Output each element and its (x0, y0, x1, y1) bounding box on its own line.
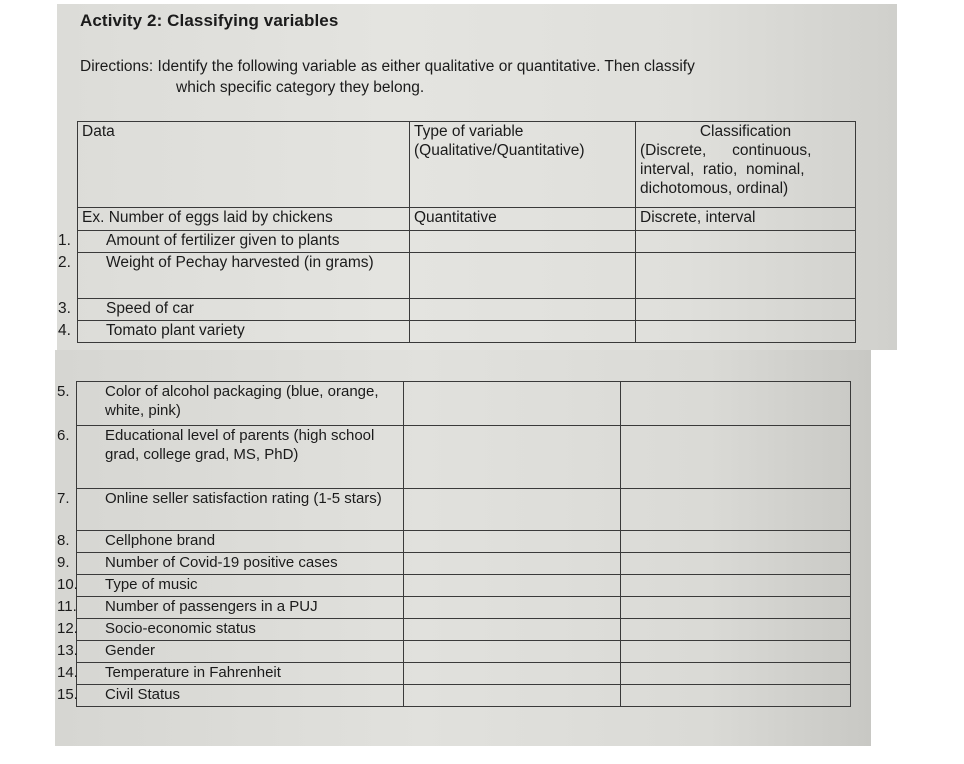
example-data: Ex. Number of eggs laid by chickens (78, 208, 410, 231)
classification-cell[interactable] (621, 619, 851, 641)
item-data: 1. Amount of fertilizer given to plants (78, 231, 410, 253)
type-cell[interactable] (404, 382, 621, 426)
classification-cell[interactable] (621, 663, 851, 685)
table-header-row (78, 122, 856, 208)
table-row (77, 426, 851, 489)
classification-table-part-1 (58, 121, 856, 343)
table-row (77, 597, 851, 619)
type-cell[interactable] (404, 489, 621, 531)
item-data: 15. Civil Status (77, 685, 404, 707)
table-row (77, 531, 851, 553)
classification-cell[interactable] (621, 382, 851, 426)
activity-title: Activity 2: Classifying variables (80, 11, 339, 30)
item-data: 14. Temperature in Fahrenheit (77, 663, 404, 685)
item-data: 7. Online seller satisfaction rating (1-5 stars) (77, 489, 404, 531)
table-row (78, 299, 856, 321)
type-cell[interactable] (404, 553, 621, 575)
item-data: 8. Cellphone brand (77, 531, 404, 553)
item-data: 10. Type of music (77, 575, 404, 597)
table-row (78, 321, 856, 343)
table-row (78, 231, 856, 253)
header-data: Data (78, 122, 410, 208)
table-row (78, 253, 856, 299)
classification-cell[interactable] (621, 597, 851, 619)
item-data: 9. Number of Covid-19 positive cases (77, 553, 404, 575)
type-cell[interactable] (410, 253, 636, 299)
classification-cell[interactable] (636, 321, 856, 343)
classification-cell[interactable] (621, 553, 851, 575)
classification-cell[interactable] (636, 299, 856, 321)
item-data: 6. Educational level of parents (high school grad, college grad, MS, PhD) (77, 426, 404, 489)
classification-table-part-2 (57, 381, 851, 707)
classification-cell[interactable] (621, 685, 851, 707)
item-data: 11. Number of passengers in a PUJ (77, 597, 404, 619)
table-row (77, 382, 851, 426)
classification-cell[interactable] (621, 489, 851, 531)
type-cell[interactable] (404, 575, 621, 597)
table-row (77, 619, 851, 641)
table-row (77, 575, 851, 597)
table-row (77, 553, 851, 575)
directions-line-2: which specific category they belong. (176, 79, 425, 96)
item-data: 13. Gender (77, 641, 404, 663)
item-data: 3. Speed of car (78, 299, 410, 321)
classification-cell[interactable] (621, 531, 851, 553)
classification-cell[interactable] (636, 231, 856, 253)
type-cell[interactable] (404, 426, 621, 489)
item-data: 12. Socio-economic status (77, 619, 404, 641)
header-classification: Classification (Discrete, continuous, interval, ratio, nominal, dichotomous, ordinal) (636, 122, 856, 208)
table-row (77, 663, 851, 685)
example-type: Quantitative (410, 208, 636, 231)
classification-cell[interactable] (621, 641, 851, 663)
type-cell[interactable] (410, 321, 636, 343)
classification-cell[interactable] (636, 253, 856, 299)
item-data: 4. Tomato plant variety (78, 321, 410, 343)
type-cell[interactable] (404, 619, 621, 641)
classification-cell[interactable] (621, 426, 851, 489)
type-cell[interactable] (404, 531, 621, 553)
type-cell[interactable] (410, 231, 636, 253)
table-row (77, 641, 851, 663)
table-row (77, 685, 851, 707)
example-classification: Discrete, interval (636, 208, 856, 231)
type-cell[interactable] (404, 597, 621, 619)
classification-cell[interactable] (621, 575, 851, 597)
type-cell[interactable] (404, 641, 621, 663)
type-cell[interactable] (410, 299, 636, 321)
type-cell[interactable] (404, 685, 621, 707)
table-row (77, 489, 851, 531)
item-data: 2. Weight of Pechay harvested (in grams) (78, 253, 410, 299)
type-cell[interactable] (404, 663, 621, 685)
example-row (78, 208, 856, 231)
item-data: 5. Color of alcohol packaging (blue, orange, white, pink) (77, 382, 404, 426)
header-type: Type of variable (Qualitative/Quantitative) (410, 122, 636, 208)
directions-line-1: Directions: Identify the following variable as either qualitative or quantitative. Then classify (80, 58, 695, 75)
